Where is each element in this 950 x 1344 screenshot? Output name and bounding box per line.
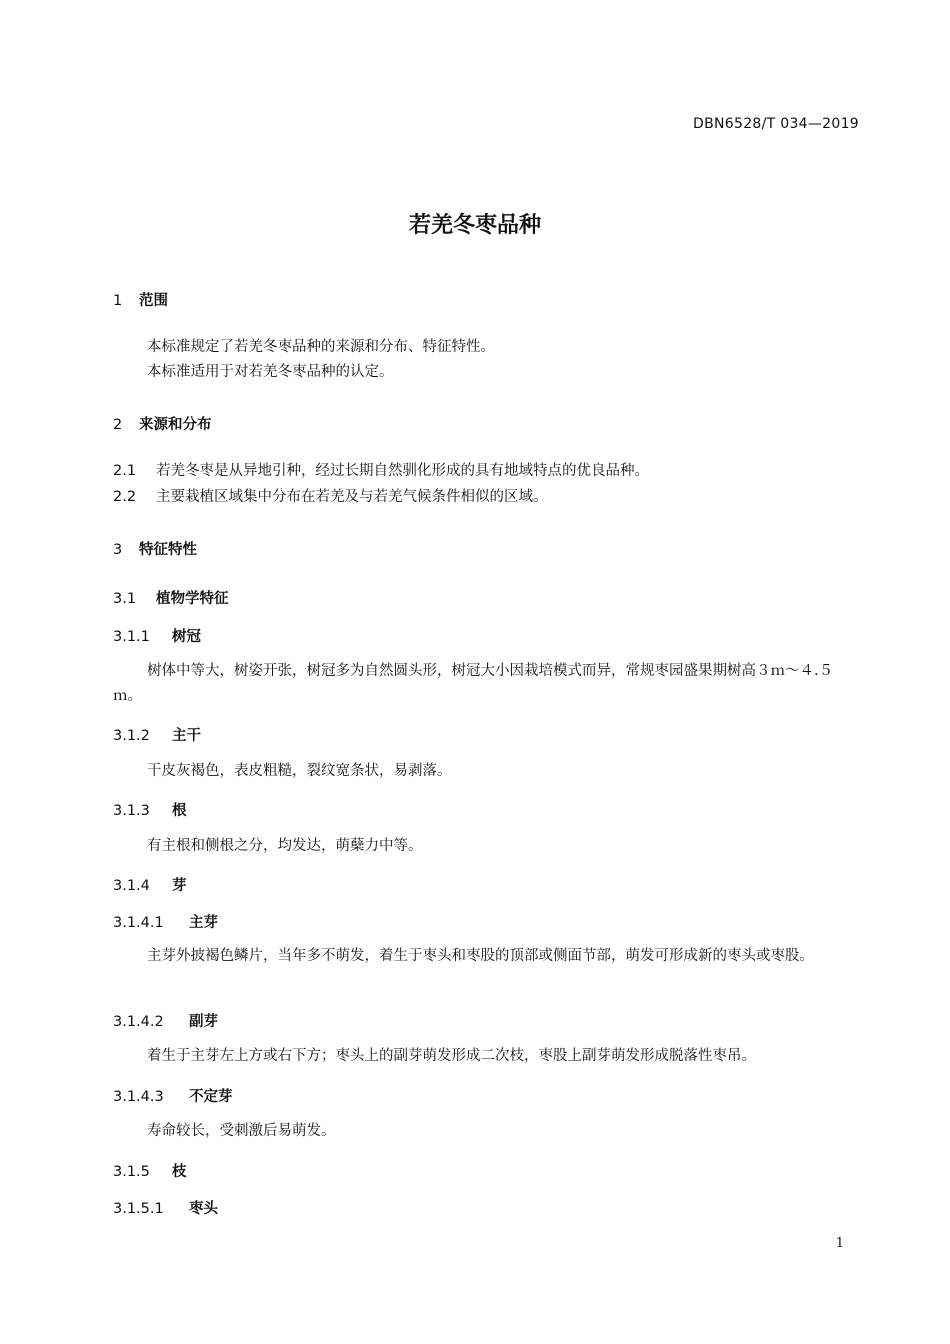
heading-3-1-4-1: 3.1.4.1 主芽 — [113, 915, 218, 931]
scope-paragraph-2: 本标准适用于对若羌冬枣品种的认定。 — [147, 364, 394, 380]
clause-2-1: 2.1 若羌冬枣是从异地引种，经过长期自然驯化形成的具有地域特点的优良品种。 — [113, 463, 649, 479]
root-paragraph: 有主根和侧根之分，均发达，萌蘖力中等。 — [147, 838, 423, 854]
heading-3-1-2: 3.1.2 主干 — [113, 728, 201, 744]
heading-scope: 1 范围 — [113, 293, 168, 309]
heading-3-1: 3.1 植物学特征 — [113, 591, 229, 607]
heading-characteristics: 3 特征特性 — [113, 542, 197, 558]
standard-code: DBN6528/T 034—2019 — [693, 116, 859, 132]
document-title: 若羌冬枣品种 — [408, 213, 541, 238]
heading-3-1-5: 3.1.5 枝 — [113, 1164, 187, 1180]
heading-3-1-4-2: 3.1.4.2 副芽 — [113, 1014, 218, 1030]
clause-2-2: 2.2 主要栽植区域集中分布在若羌及与若羌气候条件相似的区域。 — [113, 489, 548, 505]
heading-origin: 2 来源和分布 — [113, 417, 212, 433]
crown-paragraph: 树体中等大，树姿开张，树冠多为自然圆头形，树冠大小因栽培模式而异，常规枣园盛果期树高３ｍ～４.５ｍ。 — [113, 663, 834, 704]
heading-3-1-4: 3.1.4 芽 — [113, 878, 187, 894]
heading-3-1-3: 3.1.3 根 — [113, 803, 187, 819]
adventitious-bud-paragraph: 寿命较长，受刺激后易萌发。 — [147, 1123, 336, 1139]
main-bud-paragraph: 主芽外披褐色鳞片，当年多不萌发，着生于枣头和枣股的顶部或侧面节部，萌发可形成新的枣头或枣股。 — [147, 948, 814, 964]
trunk-paragraph: 干皮灰褐色，表皮粗糙，裂纹宽条状，易剥落。 — [147, 763, 452, 779]
heading-3-1-1: 3.1.1 树冠 — [113, 629, 201, 645]
page-number: 1 — [835, 1236, 844, 1251]
scope-paragraph-1: 本标准规定了若羌冬枣品种的来源和分布、特征特性。 — [147, 339, 495, 355]
secondary-bud-paragraph: 着生于主芽左上方或右下方；枣头上的副芽萌发形成二次枝，枣股上副芽萌发形成脱落性枣吊。 — [147, 1048, 756, 1064]
heading-3-1-5-1: 3.1.5.1 枣头 — [113, 1201, 218, 1217]
heading-3-1-4-3: 3.1.4.3 不定芽 — [113, 1089, 233, 1105]
